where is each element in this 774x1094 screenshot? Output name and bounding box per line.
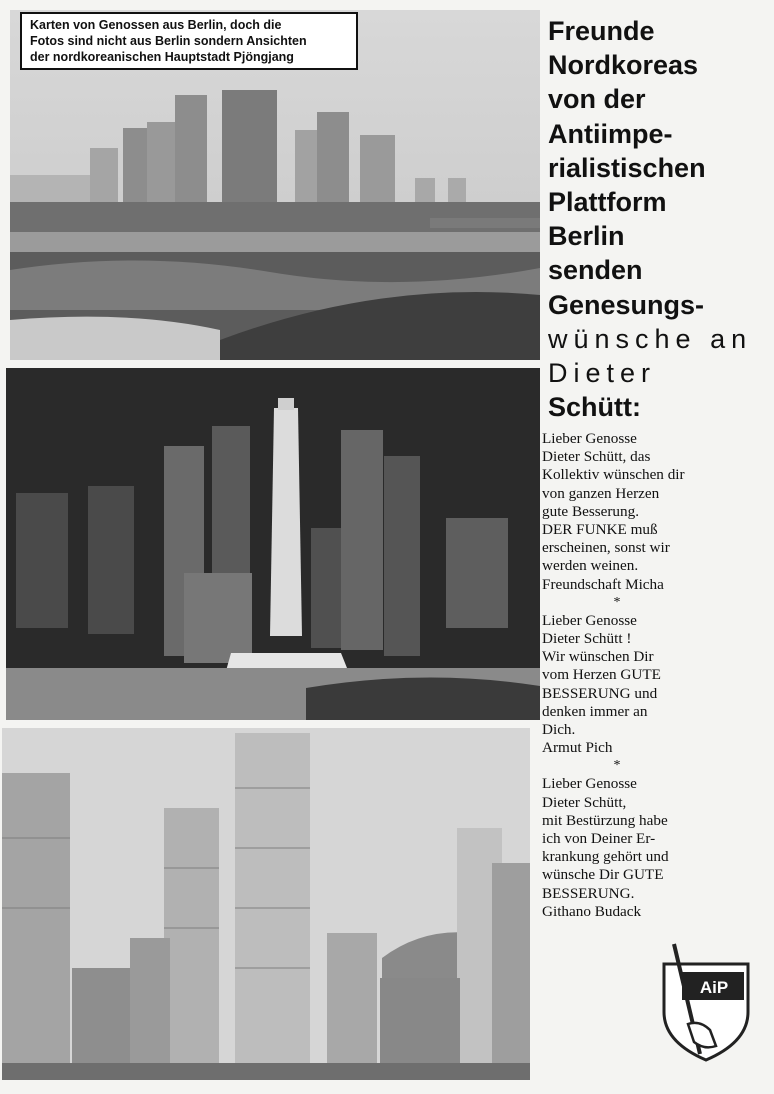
aip-logo: [660, 942, 752, 1062]
photo-pyongyang-night-monument: [6, 368, 540, 720]
headline-name: Schütt:: [548, 392, 641, 423]
message-armut: [542, 612, 732, 758]
message-signature: Githano Budack: [542, 902, 642, 920]
headline-line: Berlin: [548, 221, 625, 252]
message-micha: [542, 430, 732, 594]
headline-line: Nordkoreas: [548, 50, 699, 81]
message-signature: Armut Pich: [542, 739, 613, 757]
greeting-messages: [542, 430, 732, 921]
photo-pyongyang-high-rises: [2, 728, 530, 1080]
headline-line: von der: [548, 84, 646, 115]
photo-caption-box: [20, 12, 358, 70]
headline-line: Genesungs-: [548, 289, 705, 320]
headline-line: wünsche an: [548, 323, 753, 354]
message-text: Lieber Genosse Dieter Schütt, das Kollektiv wünschen dir von ganzen Herzen gute Besserung. DER FUNKE muß erscheinen, sonst wir werden weinen.: [542, 430, 685, 575]
message-text: Lieber Genosse Dieter Schütt, mit Bestürzung habe ich von Deiner Er- krankung gehört und wünsche Dir GUTE BESSERUNG.: [542, 775, 669, 902]
headline-line: rialistischen: [548, 152, 706, 183]
headline-line: senden: [548, 255, 643, 286]
caption-text: Karten von Genossen aus Berlin, doch die Fotos sind nicht aus Berlin sondern Ansichten der nordkoreanischen Hauptstadt Pjöngjang: [30, 18, 307, 64]
separator-star: *: [613, 594, 621, 610]
headline-line: Plattform: [548, 187, 667, 218]
headline-name: Dieter: [548, 358, 657, 389]
logo-text: AiP: [699, 978, 729, 997]
separator-star: *: [613, 758, 621, 774]
headline-line: Freunde: [548, 16, 655, 46]
message-text: Lieber Genosse Dieter Schütt ! Wir wünschen Dir vom Herzen GUTE BESSERUNG und denken immer an Dich.: [542, 611, 661, 739]
message-githano: [542, 775, 732, 921]
message-signature: Freundschaft Micha: [542, 575, 664, 593]
headline: [548, 14, 770, 424]
headline-line: Antiimpe-: [548, 118, 673, 149]
